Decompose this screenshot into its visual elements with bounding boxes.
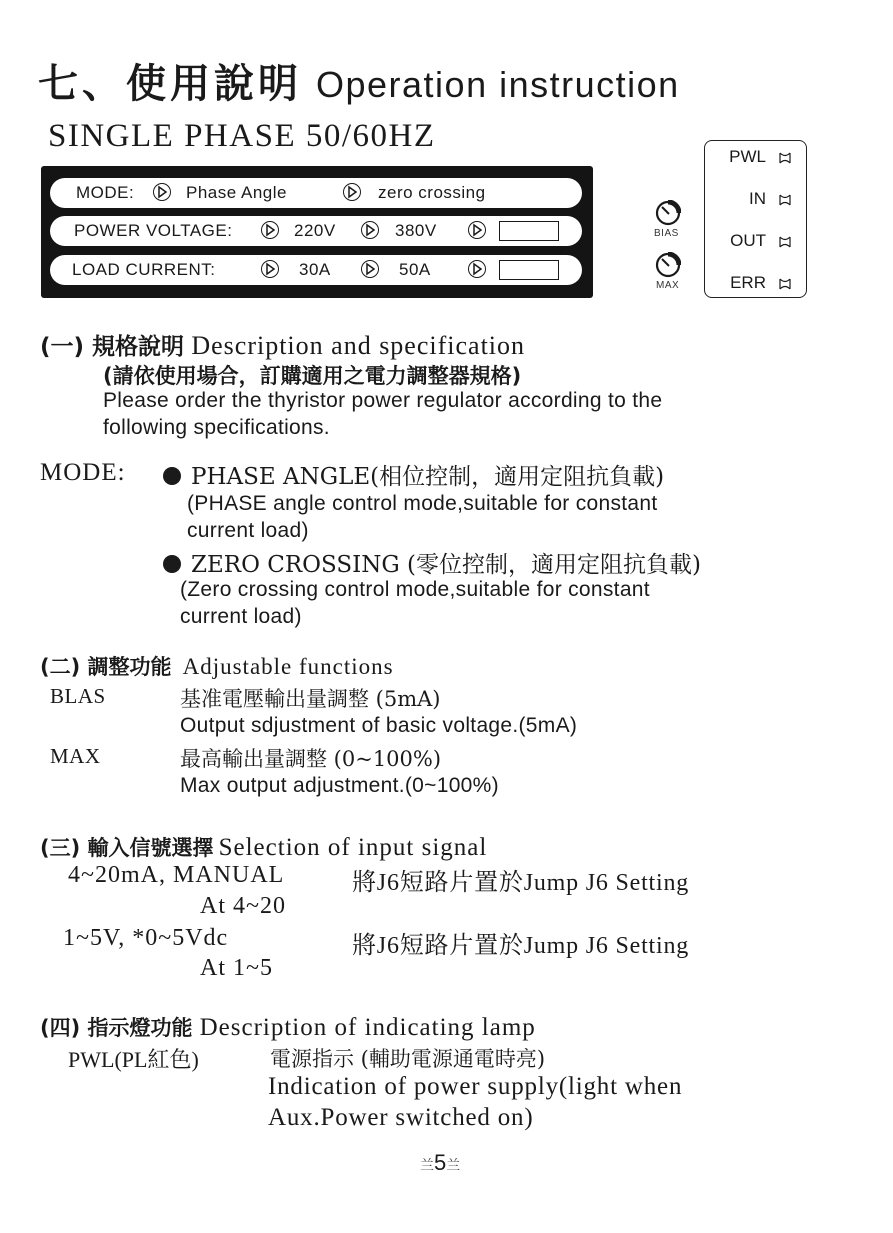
section1-note-cn: (請依使用場合，訂購適用之電力調整器規格) (103, 364, 522, 388)
play-icon (361, 221, 379, 239)
current-option-30a: 30A (299, 260, 331, 279)
play-icon (343, 183, 361, 201)
bias-key: BLAS (50, 684, 106, 708)
max-en: Max output adjustment.(0~100%) (180, 774, 499, 797)
play-icon (468, 260, 486, 278)
title-cn: 七、使用說明 (38, 61, 302, 107)
max-knob-icon (655, 252, 681, 278)
max-key: MAX (50, 744, 101, 768)
led-icon (778, 151, 792, 165)
section4-heading-cn: (四) 指示燈功能 (40, 1016, 193, 1040)
led-label: OUT (730, 231, 766, 250)
subtitle: SINGLE PHASE 50/60HZ (48, 118, 436, 154)
mode-row (50, 178, 582, 208)
mode-phase-desc-1: (PHASE angle control mode,suitable for constant (187, 492, 658, 515)
max-label: MAX (656, 280, 680, 291)
current-row (50, 255, 582, 285)
bullet-icon (163, 555, 181, 573)
led-label: IN (749, 189, 766, 208)
play-icon (361, 260, 379, 278)
pwl-en-2: Aux.Power switched on) (268, 1104, 534, 1131)
page-number-value: 5 (434, 1150, 447, 1175)
section1-heading-cn: (一) 規格說明 (40, 334, 185, 360)
input-row1-value: 將J6短路片置於Jump J6 Setting (352, 870, 690, 896)
section1-heading-en: Description and specification (191, 331, 526, 360)
voltage-row (50, 216, 582, 246)
play-icon (153, 183, 171, 201)
mode-label: MODE: (76, 183, 135, 202)
play-icon (261, 260, 279, 278)
mode-zero-desc-1: (Zero crossing control mode,suitable for constant (180, 578, 650, 601)
led-row-out (730, 231, 792, 251)
blank-box (499, 221, 559, 241)
mode-zero-title-text: ZERO CROSSING (零位控制，適用定阻抗負載) (191, 552, 701, 578)
section3-heading-cn: (三) 輸入信號選擇 (40, 836, 214, 860)
section2-heading (40, 651, 394, 681)
bias-en: Output sdjustment of basic voltage.(5mA) (180, 714, 578, 737)
input-row2-value: 將J6短路片置於Jump J6 Setting (352, 933, 690, 959)
page-number (420, 1150, 460, 1176)
led-row-in (749, 189, 792, 209)
blank-box (499, 260, 559, 280)
input-row2-key: 1~5V, *0~5Vdc (63, 925, 229, 951)
led-icon (778, 193, 792, 207)
mode-phase-title (163, 458, 664, 491)
current-label: LOAD CURRENT: (72, 260, 216, 279)
pwl-key: PWL(PL紅色) (68, 1047, 199, 1072)
section3-heading (40, 832, 487, 862)
max-cn: 最高輸出量調整 (0~100%) (180, 747, 442, 771)
voltage-label: POWER VOLTAGE: (74, 221, 233, 240)
section3-heading-en: Selection of input signal (218, 834, 488, 861)
mode-phase-title-text: PHASE ANGLE(相位控制，適用定阻抗負載) (191, 464, 665, 490)
input-row1-key: 4~20mA, MANUAL (68, 862, 285, 888)
play-icon (261, 221, 279, 239)
section4-heading (40, 1012, 536, 1042)
bias-cn: 基准電壓輸出量調整 (5mA) (180, 687, 441, 711)
led-row-err (730, 273, 792, 293)
play-icon (468, 221, 486, 239)
led-label: ERR (730, 273, 766, 292)
voltage-option-380: 380V (395, 221, 437, 240)
led-row-pwl (729, 147, 792, 167)
mode-phase-desc-2: current load) (187, 519, 309, 542)
section2-heading-en: Adjustable functions (182, 654, 394, 679)
mode-zero-desc-2: current load) (180, 605, 302, 628)
bias-label: BIAS (654, 228, 679, 239)
bias-knob-icon (655, 200, 681, 226)
pwl-cn: 電源指示 (輔助電源通電時亮) (270, 1047, 546, 1071)
led-icon (778, 277, 792, 291)
section1-note-en-1: Please order the thyristor power regulator according to the (103, 389, 663, 412)
pwl-en-1: Indication of power supply(light when (268, 1073, 683, 1100)
mode-option-zero: zero crossing (378, 183, 486, 202)
page-title (38, 52, 680, 109)
mode-heading: MODE: (40, 459, 126, 486)
voltage-option-220: 220V (294, 221, 336, 240)
led-label: PWL (729, 147, 766, 166)
page-deco-left: 兰 (420, 1157, 434, 1173)
bullet-icon (163, 467, 181, 485)
led-icon (778, 235, 792, 249)
title-en: Operation instruction (316, 64, 680, 105)
mode-option-phase: Phase Angle (186, 183, 287, 202)
mode-zero-title (163, 546, 701, 579)
control-panel (41, 166, 593, 298)
section1-heading (40, 328, 525, 361)
input-row1-sub: At 4~20 (200, 893, 286, 919)
section1-note-en-2: following specifications. (103, 416, 330, 439)
page-deco-right: 兰 (446, 1157, 461, 1173)
section2-heading-cn: (二) 調整功能 (40, 655, 172, 679)
indicator-panel (704, 140, 807, 298)
section4-heading-en: Description of indicating lamp (199, 1014, 536, 1041)
current-option-50a: 50A (399, 260, 431, 279)
input-row2-sub: At 1~5 (200, 955, 273, 981)
